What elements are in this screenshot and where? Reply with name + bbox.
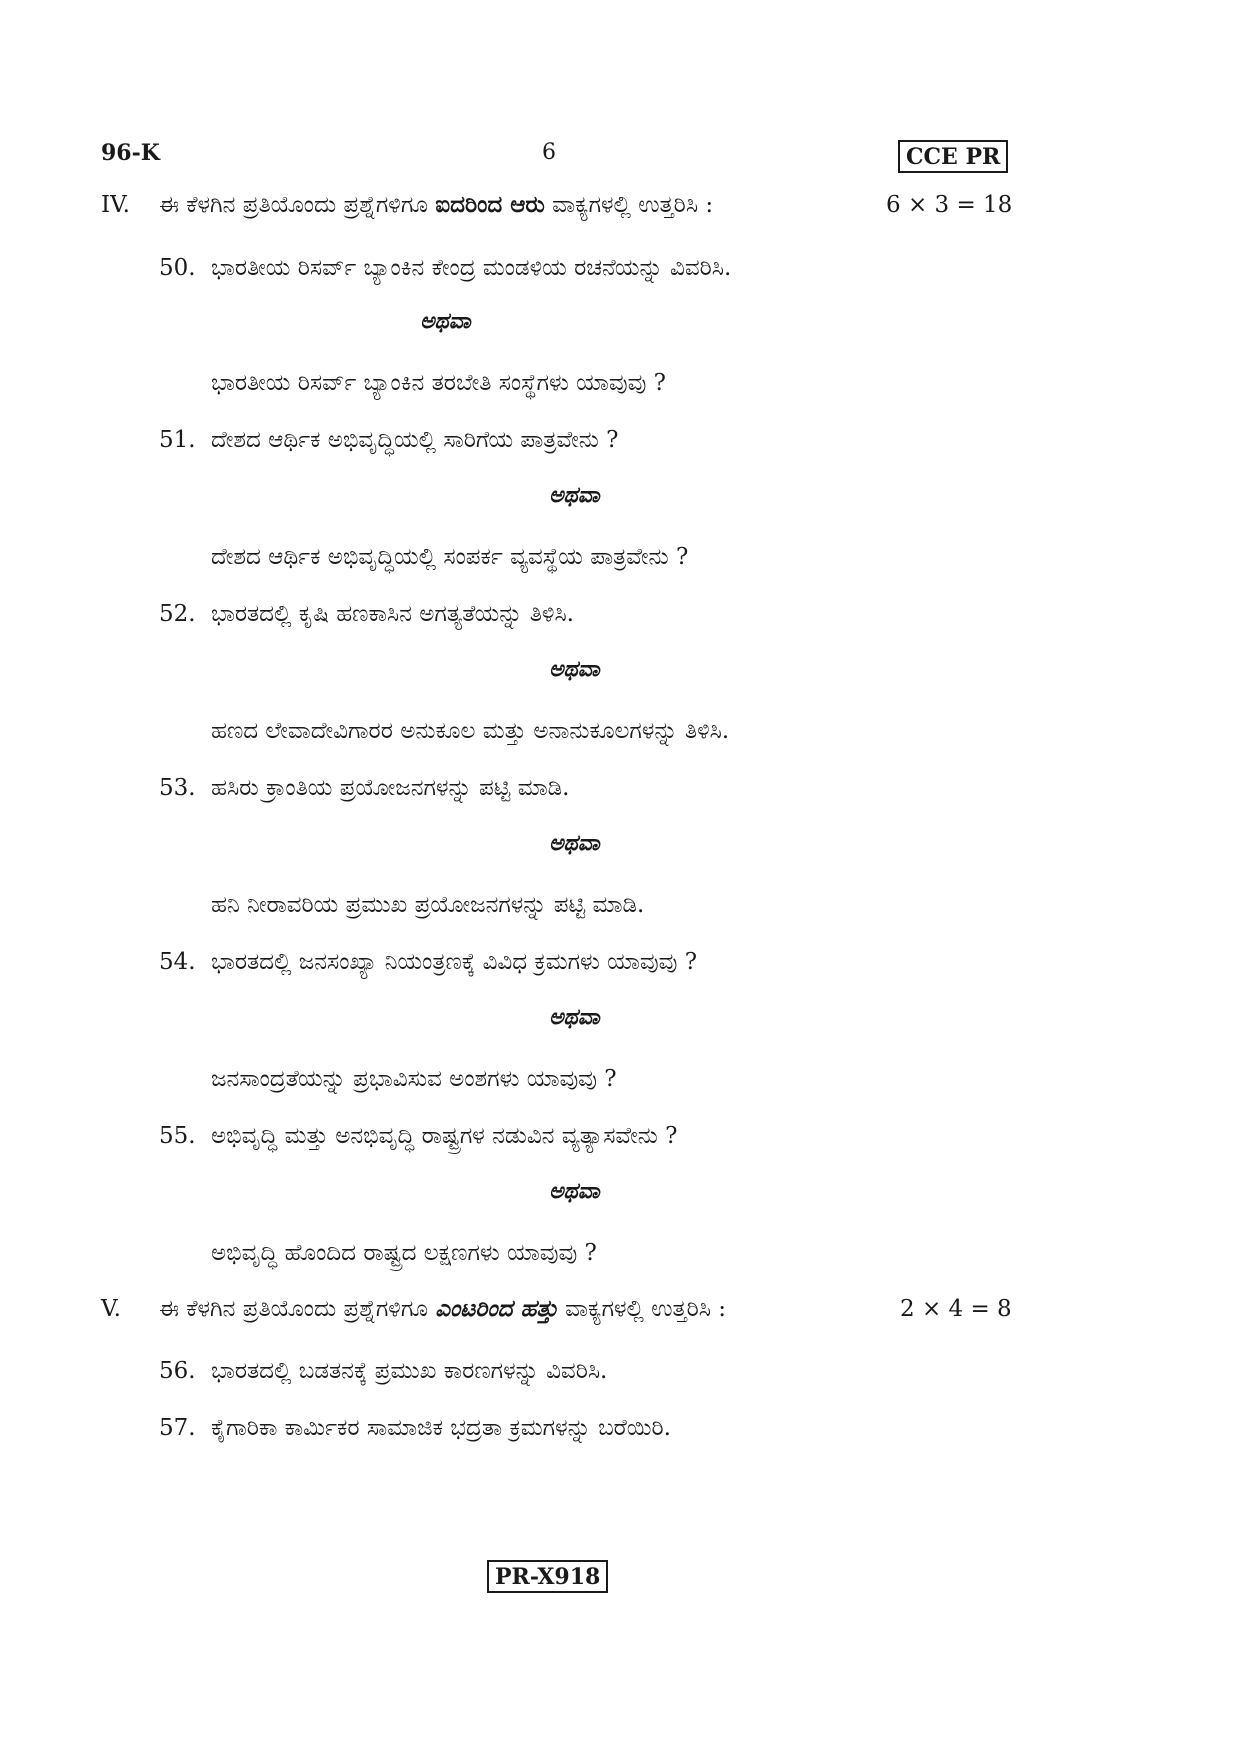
question-51: [159, 425, 619, 455]
paper-code: 96-K: [101, 140, 160, 166]
question-50-alt: ಭಾರತೀಯ ರಿಸರ್ವ್ ಬ್ಯಾಂಕಿನ ತರಬೇತಿ ಸಂಸ್ಥೆಗಳು ಯಾವುವು ?: [211, 370, 667, 396]
question-52-alt: ಹಣದ ಲೇವಾದೇವಿಗಾರರ ಅನುಕೂಲ ಮತ್ತು ಅನಾನುಕೂಲಗಳನ್ನು ತಿಳಿಸಿ.: [211, 718, 730, 744]
question-55: [159, 1121, 677, 1151]
question-51-alt: ದೇಶದ ಆರ್ಥಿಕ ಅಭಿವೃದ್ಧಿಯಲ್ಲಿ ಸಂಪರ್ಕ ವ್ಯವಸ್ಥೆಯ ಪಾತ್ರವೇನು ?: [211, 544, 689, 570]
or-label: ಅಥವಾ: [549, 830, 600, 856]
question-number: 51.: [159, 427, 196, 453]
question-number: 56.: [159, 1358, 196, 1384]
question-text: ಭಾರತದಲ್ಲಿ ಜನಸಂಖ್ಯಾ ನಿಯಂತ್ರಣಕ್ಕೆ ವಿವಿಧ ಕ್ರಮಗಳು ಯಾವುವು ?: [211, 949, 698, 975]
question-text: ಅಭಿವೃದ್ಧಿ ಮತ್ತು ಅನಭಿವೃದ್ಧಿ ರಾಷ್ಟ್ರಗಳ ನಡುವಿನ ವ್ಯತ್ಯಾಸವೇನು ?: [211, 1123, 678, 1149]
question-57: [159, 1413, 671, 1443]
question-54: [159, 947, 697, 977]
question-text: ಭಾರತದಲ್ಲಿ ಕೃಷಿ ಹಣಕಾಸಿನ ಅಗತ್ಯತೆಯನ್ನು ತಿಳಿಸಿ.: [211, 601, 574, 627]
section-v-roman: V.: [101, 1296, 121, 1322]
question-54-alt: ಜನಸಾಂದ್ರತೆಯನ್ನು ಪ್ರಭಾವಿಸುವ ಅಂಶಗಳು ಯಾವುವು ?: [211, 1066, 617, 1092]
question-52: [159, 599, 574, 629]
or-label: ಅಥವಾ: [549, 1178, 600, 1204]
section-v-instr-bold: ಎಂಟರಿಂದ ಹತ್ತು: [435, 1295, 558, 1322]
question-53-alt: ಹನಿ ನೀರಾವರಿಯ ಪ್ರಮುಖ ಪ್ರಯೋಜನಗಳನ್ನು ಪಟ್ಟಿ ಮಾಡಿ.: [211, 892, 645, 918]
question-text: ಕೈಗಾರಿಕಾ ಕಾರ್ಮಿಕರ ಸಾಮಾಜಿಕ ಭದ್ರತಾ ಕ್ರಮಗಳನ್ನು ಬರೆಯಿರಿ.: [211, 1415, 671, 1441]
question-number: 50.: [159, 255, 196, 281]
or-label: ಅಥವಾ: [549, 656, 600, 682]
page-number: 6: [542, 140, 556, 165]
question-number: 55.: [159, 1123, 196, 1149]
or-label: ಅಥವಾ: [549, 1004, 600, 1030]
section-v-marks: 2 × 4 = 8: [900, 1296, 1012, 1322]
question-number: 57.: [159, 1415, 196, 1441]
question-text: ದೇಶದ ಆರ್ಥಿಕ ಅಭಿವೃದ್ಧಿಯಲ್ಲಿ ಸಾರಿಗೆಯ ಪಾತ್ರವೇನು ?: [211, 427, 619, 453]
question-50: [159, 253, 731, 283]
question-53: [159, 773, 570, 803]
or-label: ಅಥವಾ: [549, 482, 600, 508]
or-label: ಅಥವಾ: [420, 308, 471, 334]
question-text: ಹಸಿರು ಕ್ರಾಂತಿಯ ಪ್ರಯೋಜನಗಳನ್ನು ಪಟ್ಟಿ ಮಾಡಿ.: [211, 775, 570, 801]
section-v-instr-pre: ಈ ಕೆಳಗಿನ ಪ್ರತಿಯೊಂದು ಪ್ರಶ್ನೆಗಳಿಗೂ: [159, 1296, 436, 1322]
section-v-heading: [101, 1294, 726, 1324]
question-number: 54.: [159, 949, 196, 975]
section-iv-roman: IV.: [101, 192, 130, 218]
question-text: ಭಾರತೀಯ ರಿಸರ್ವ್ ಬ್ಯಾಂಕಿನ ಕೇಂದ್ರ ಮಂಡಳಿಯ ರಚನೆಯನ್ನು ವಿವರಿಸಿ.: [211, 255, 732, 281]
section-iv-instr-post: ವಾಕ್ಯಗಳಲ್ಲಿ ಉತ್ತರಿಸಿ :: [544, 192, 714, 218]
section-iv-instr-pre: ಈ ಕೆಳಗಿನ ಪ್ರತಿಯೊಂದು ಪ್ರಶ್ನೆಗಳಿಗೂ: [159, 192, 436, 218]
question-56: [159, 1356, 607, 1386]
question-number: 52.: [159, 601, 196, 627]
question-55-alt: ಅಭಿವೃದ್ಧಿ ಹೊಂದಿದ ರಾಷ್ಟ್ರದ ಲಕ್ಷಣಗಳು ಯಾವುವು ?: [211, 1240, 597, 1266]
footer-code-box: PR-X918: [487, 1560, 608, 1593]
question-text: ಭಾರತದಲ್ಲಿ ಬಡತನಕ್ಕೆ ಪ್ರಮುಖ ಕಾರಣಗಳನ್ನು ವಿವರಿಸಿ.: [211, 1358, 608, 1384]
section-iv-instr-bold: ಐದರಿಂದ ಆರು: [435, 191, 545, 218]
series-box: CCE PR: [898, 140, 1008, 173]
section-iv-heading: [101, 190, 713, 220]
question-number: 53.: [159, 775, 196, 801]
section-iv-marks: 6 × 3 = 18: [886, 192, 1013, 218]
section-v-instr-post: ವಾಕ್ಯಗಳಲ್ಲಿ ಉತ್ತರಿಸಿ :: [557, 1296, 727, 1322]
